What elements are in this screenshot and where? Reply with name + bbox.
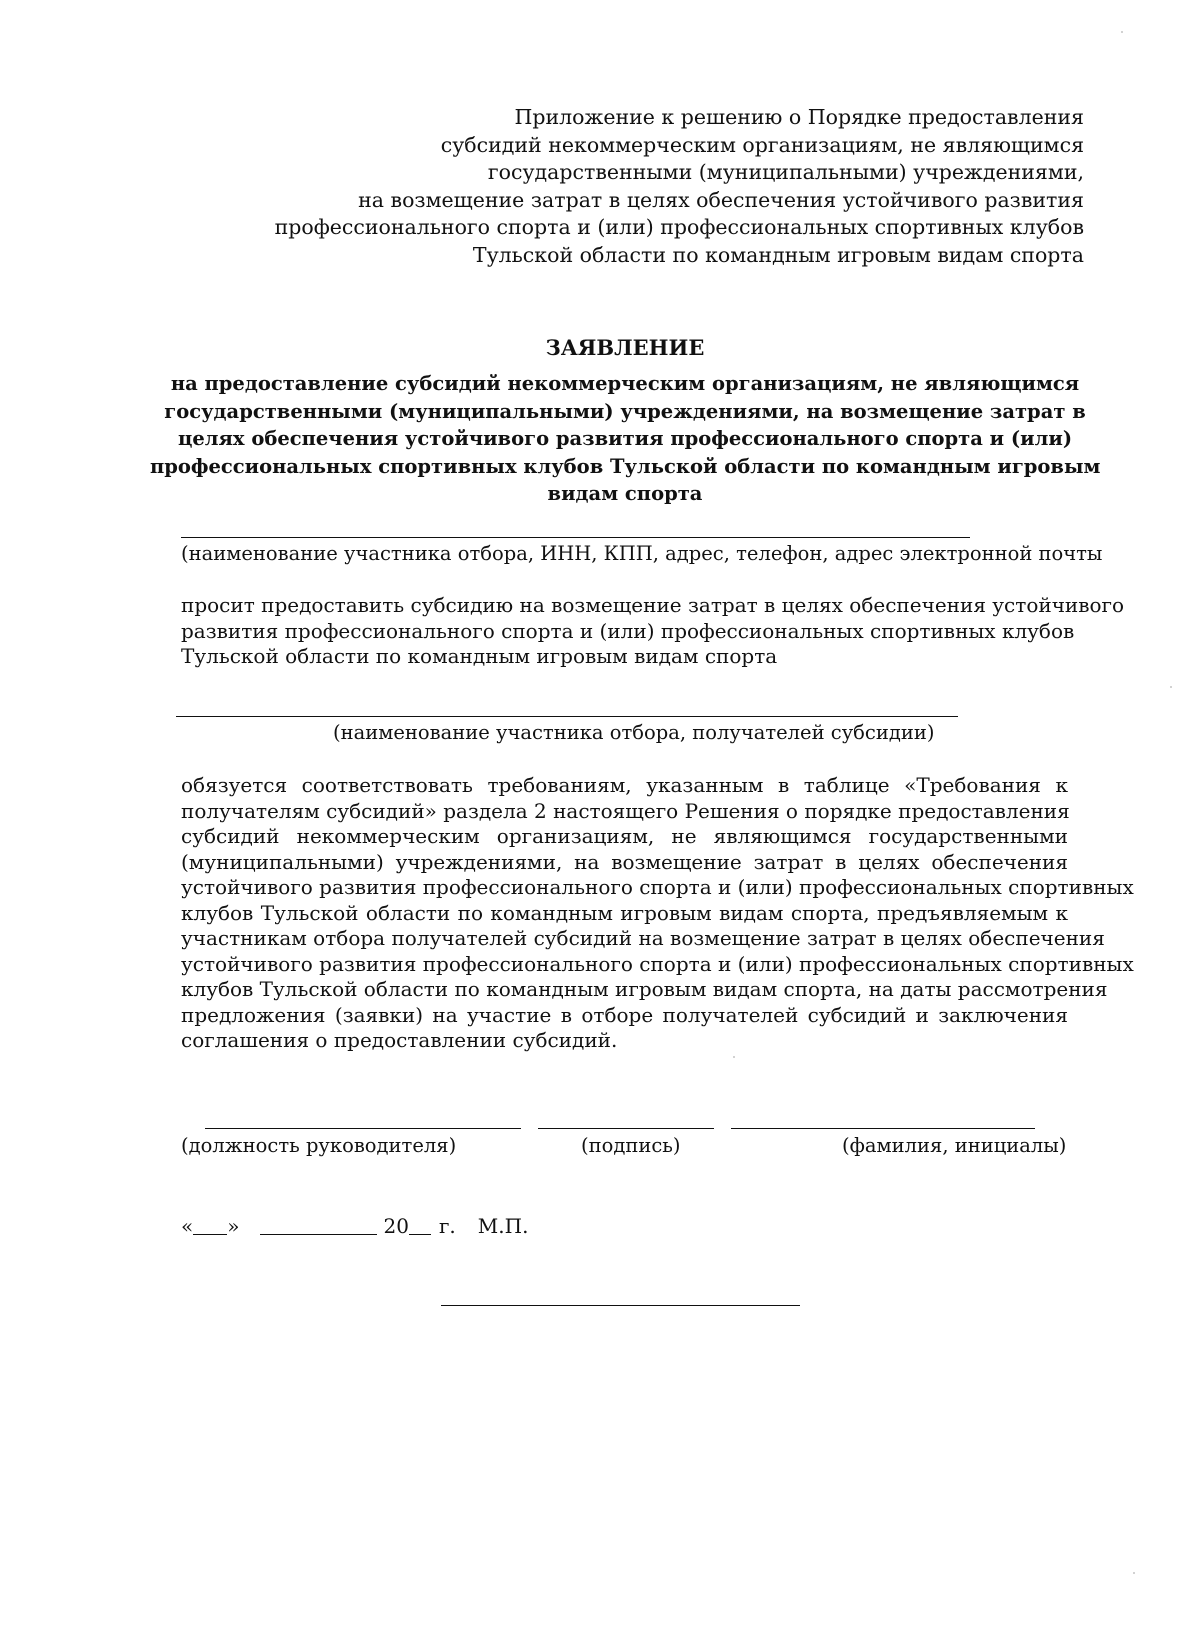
signature-label: (подпись) [581,1134,681,1157]
request-paragraph [181,593,1125,670]
date-line [181,1214,528,1238]
appendix-line: Тульской области по командным игровым видам спорта [472,242,1084,267]
name-fill-line[interactable] [731,1128,1035,1129]
paragraph-line: обязуется соответствовать требованиям, указанным в таблице «Требования к [181,773,1068,797]
recipient-fill-line[interactable] [176,716,958,717]
year-prefix: 20 [383,1214,409,1238]
appendix-line: государственными (муниципальными) учреждениями, [487,160,1084,184]
heading-line: на предоставление субсидий некоммерческим организациям, не являющимся [170,372,1080,395]
appendix-line: субсидий некоммерческим организациям, не являющимся [440,132,1084,157]
day-blank[interactable] [193,1234,227,1235]
open-quote: « [181,1214,194,1238]
document-heading [150,370,1100,508]
scan-speck [1121,31,1123,33]
paragraph-line: субсидий некоммерческим организациям, не являющимся государственными [181,824,1068,848]
paragraph-line: получателям субсидий» раздела 2 настоящего Решения о порядке предоставления [181,798,1070,823]
paragraph-line: Тульской области по командным игровым видам спорта [181,644,778,668]
paragraph-line: предложения (заявки) на участие в отборе получателей субсидий и заключения [181,1002,1068,1027]
scan-speck [1133,1572,1135,1574]
heading-line: государственными (муниципальными) учреждениями, на возмещение затрат в [164,399,1086,423]
paragraph-line: участникам отбора получателей субсидий на возмещение затрат в целях обеспечения [181,926,1105,950]
heading-line: профессиональных спортивных клубов Тульской области по командным игровым [150,454,1101,478]
appendix-header [264,104,1084,269]
stamp-label: М.П. [477,1214,529,1238]
appendix-line: профессионального спорта и (или) профессиональных спортивных клубов [274,215,1084,239]
document-title: ЗАЯВЛЕНИЕ [545,335,705,360]
heading-line: видам спорта [547,482,703,505]
scan-speck [733,1056,735,1058]
paragraph-line: устойчивого развития профессионального спорта и (или) профессиональных спортивных [181,951,1134,976]
paragraph-line: клубов Тульской области по командным игровым видам спорта, предъявляемым к [181,900,1068,925]
paragraph-line: клубов Тульской области по командным игровым видам спорта, на даты рассмотрения [181,977,1108,1001]
paragraph-line: соглашения о предоставлении субсидий. [181,1028,618,1052]
paragraph-line: (муниципальными) учреждениями, на возмещение затрат в целях обеспечения [181,849,1068,874]
closing-separator [441,1305,800,1306]
month-blank[interactable] [260,1234,377,1235]
year-blank[interactable] [409,1234,431,1235]
close-quote: » [227,1214,240,1238]
heading-line: целях обеспечения устойчивого развития профессионального спорта и (или) [177,427,1073,450]
paragraph-line: развития профессионального спорта и (или) профессиональных спортивных клубов [181,618,1075,643]
appendix-line: на возмещение затрат в целях обеспечения устойчивого развития [358,187,1084,212]
position-label: (должность руководителя) [181,1134,457,1157]
name-label: (фамилия, инициалы) [842,1134,1067,1157]
paragraph-line: устойчивого развития профессионального спорта и (или) профессиональных спортивных [181,875,1134,899]
year-suffix: г. [438,1214,456,1238]
obligation-paragraph [181,773,1134,1054]
appendix-line: Приложение к решению о Порядке предоставления [514,105,1084,129]
scan-speck [1170,686,1172,688]
applicant-fill-line[interactable] [181,537,970,538]
paragraph-line: просит предоставить субсидию на возмещение затрат в целях обеспечения устойчивого [181,593,1125,617]
signature-fill-line[interactable] [538,1128,714,1129]
position-fill-line[interactable] [205,1128,521,1129]
applicant-caption: (наименование участника отбора, ИНН, КПП, адрес, телефон, адрес электронной почты [181,542,1103,565]
recipient-caption: (наименование участника отбора, получателей субсидии) [333,721,935,744]
